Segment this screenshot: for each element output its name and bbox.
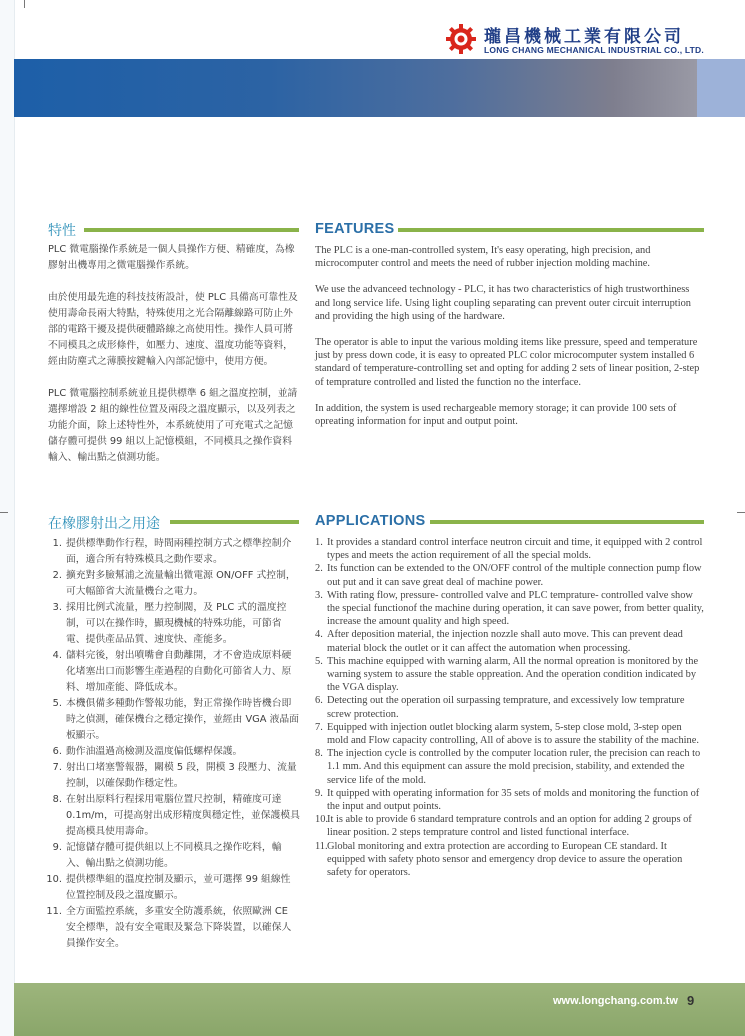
app-cn-item-text: 動作油溫過高檢測及溫度偏低螺桿保護。	[66, 746, 243, 757]
crop-mark	[737, 512, 745, 513]
app-en-item	[315, 628, 705, 654]
app-cn-item-text: 記憶儲存體可提供組以上不同模具之操作吃料，輸入、輸出點之偵測功能。	[66, 842, 282, 869]
app-cn-item	[40, 840, 300, 872]
app-cn-item	[40, 568, 300, 600]
app-en-item-number: 3.	[315, 589, 323, 601]
app-cn-item	[40, 536, 300, 568]
app-cn-item-number: 2.	[52, 570, 62, 581]
app-en-item-text: It provides a standard control interface neutron circuit and time, it equipped with 2 control types and meets the action requirement of all the special molds.	[327, 537, 703, 562]
app-cn-item-text: 提供標準動作行程，時間兩種控制方式之標準控制介面，適合所有特殊模具之動作要求。	[66, 538, 292, 565]
app-cn-item-number: 1.	[52, 538, 62, 549]
app-en-item-number: 10.	[315, 814, 328, 826]
app-en-item-number: 4.	[315, 629, 323, 641]
app-cn-item-number: 6.	[52, 746, 62, 757]
app-cn-item	[40, 872, 300, 904]
features-title-cn: 特性	[48, 223, 76, 239]
app-cn-item-text: 擴充對多臉幫浦之流量輸出微電源 ON/OFF 式控制，可大幅節省大流量機台之電力。	[66, 570, 296, 597]
app-en-item-text: After deposition material, the injection nozzle shall auto move. This can prevent dead material block the outlet or it can affect the automation when processing.	[327, 629, 683, 654]
gear-logo-icon	[446, 24, 476, 54]
app-en-item	[315, 536, 705, 562]
app-en-item-number: 9.	[315, 787, 323, 799]
company-name-cn: 瓏昌機械工業有限公司	[484, 27, 684, 47]
app-en-item	[315, 813, 705, 839]
app-en-item	[315, 694, 705, 720]
app-en-item-text: It is able to provide 6 standard temprature controls and an option for adding 2 groups of linear position. 2 steps temprature control and listed functional interface.	[327, 814, 692, 839]
footer-website-link[interactable]: www.longchang.com.tw	[553, 995, 678, 1007]
app-cn-item-text: 在射出原料行程採用電腦位置尺控制，精確度可達 0.1m/m，可提高射出成形精度與穩定性，並保護模具提高模具使用壽命。	[66, 794, 300, 837]
app-en-item	[315, 787, 705, 813]
app-en-item-number: 1.	[315, 537, 323, 548]
features-cn-paragraph: 由於使用最先進的科技技術設計，使 PLC 具備高可靠性及使用壽命長兩大特點，特殊使用之光合隔離線路可防止外部的電路干擾及提供硬體路線之高使用性。操作人員可將不同模具之成形條件，如壓力、速度、溫度功能等資料，經由防塵式之薄膜按鍵輸入內部記憶中，使用方便。	[48, 292, 298, 367]
app-en-item-number: 5.	[315, 655, 323, 667]
app-cn-item-number: 4.	[52, 650, 62, 661]
app-cn-item	[40, 792, 300, 840]
applications-en-list	[315, 536, 705, 879]
app-en-item-number: 11.	[315, 840, 328, 852]
app-en-item-number: 8.	[315, 748, 323, 760]
app-cn-item-text: 採用比例式流量，壓力控制閥，及 PLC 式的溫度控制，可以在操作時，顯現機械的特殊功能，可節省電、提供產品品質、速度快、產能多。	[66, 602, 287, 645]
app-en-item	[315, 562, 705, 588]
left-margin-strip	[0, 0, 15, 1036]
app-en-item	[315, 589, 705, 629]
crop-mark	[0, 512, 8, 513]
app-en-item-text: Equipped with injection outlet blocking alarm system, 5-step close mold, 3-step open mold and Flow capacity controlling, All of above is to assure the stability of the machine.	[327, 721, 699, 747]
crop-mark	[24, 0, 25, 8]
app-en-item-text: With rating flow, pressure- controlled valve and PLC temprature- controlled valve show the special functionof the machine during operation, it can save power, from better quality, increase the amount quality and high speed.	[327, 589, 704, 628]
app-en-item-text: Detecting out the operation oil surpassing temprature, and excessively low temprature screw protection.	[327, 695, 685, 720]
app-en-item-number: 2.	[315, 563, 323, 575]
features-en-paragraph: We use the advanceed technology - PLC, it has two characteristics of high trustworthiness and long service life. Using light coupling separating can prevent outer circuit interruption and providing the high using of the hardware.	[315, 284, 691, 322]
app-cn-item-text: 全方面監控系統，多重安全防護系統，依照歐洲 CE 安全標準，設有安全電眼及緊急下降裝置，以確保人員操作安全。	[66, 906, 292, 949]
app-en-item	[315, 721, 705, 747]
app-en-item-text: It quipped with operating information for 35 sets of molds and monitoring the function of the input and output points.	[327, 787, 700, 813]
app-cn-item-number: 7.	[52, 762, 62, 773]
app-en-item-text: Global monitoring and extra protection are according to European CE standard. It equipped with safety photo sensor and emergency drop device to assure the operation safety for operators.	[327, 840, 683, 879]
features-cn-paragraph: PLC 微電腦操作系統是一個人員操作方便、精確度，為橡膠射出機專用之微電腦操作系統。	[48, 244, 295, 271]
app-cn-item	[40, 648, 300, 696]
applications-rule-en	[430, 520, 704, 524]
app-cn-item-text: 提供標準組的溫度控制及顯示，並可選擇 99 組線性位置控制及段之溫度顯示。	[66, 874, 291, 901]
app-en-item-text: The injection cycle is controlled by the computer location ruler, the precision can reach to 1.1 mm. And this equipment can assure the mold precision, stability, and extended the service life of the mold.	[327, 748, 701, 786]
features-en-paragraph: The operator is able to input the various molding items like pressure, speed and temperature just by press down code, it is easy to opreated PLC color microcomputer system installed 6 standard of temperature-controlling set and opting for adding 2 sets of linear position, 2-step of temprature controlled and listed the function no the interface.	[315, 337, 700, 388]
app-en-item-text: Its function can be extended to the ON/OFF control of the multiple connection pump flow out put and it can save great deal of machine power.	[327, 563, 702, 588]
app-cn-item	[40, 696, 300, 744]
app-cn-item-number: 9.	[52, 842, 62, 853]
features-en-paragraph: In addition, the system is used rechargeable memory storage; it can provide 100 sets of opreating information for input and output point.	[315, 402, 677, 428]
features-cn-paragraph: PLC 微電腦控制系統並且提供標準 6 組之溫度控制，並請選擇增設 2 組的線性位置及兩段之溫度顯示，以及列表之功能介面，除上述特性外，本系統使用了可充電式之記憶儲存體可提供 99 組以上記憶模組，不同模具之操作資料輸入、輸出點之偵測功能。	[48, 388, 298, 463]
features-en-body	[315, 244, 705, 441]
features-en-paragraph: The PLC is a one-man-controlled system, It's easy operating, high precision, and microcomputer control and meets the need of rubber injection molding machine.	[315, 245, 651, 270]
applications-title-cn: 在橡膠射出之用途	[48, 516, 160, 532]
app-cn-item	[40, 744, 300, 760]
app-cn-item	[40, 760, 300, 792]
header-banner	[14, 59, 744, 117]
app-cn-item	[40, 600, 300, 648]
app-en-item	[315, 840, 705, 880]
footer-bar	[14, 983, 745, 1036]
company-name-en: LONG CHANG MECHANICAL INDUSTRIAL CO., LTD.	[484, 45, 704, 55]
features-rule-cn	[84, 228, 299, 232]
app-cn-item-number: 11.	[46, 906, 62, 917]
app-en-item-text: This machine equipped with warning alarm, All the normal opreation is monitored by the warning system to assure the stable oppreation. And the operation condition indicated by the VGA display.	[327, 655, 699, 694]
app-cn-item-number: 8.	[52, 794, 62, 805]
header-banner-accent	[697, 59, 745, 117]
page-number: 9	[687, 993, 695, 1008]
app-en-item	[315, 747, 705, 787]
app-en-item-number: 6.	[315, 695, 323, 707]
app-cn-item-text: 儲料完後，射出噴嘴會自動離開，才不會造成原料硬化堵塞出口而影響生產過程的自動化可節省人力、原料、增加產能、降低成本。	[66, 650, 292, 693]
applications-cn-list	[40, 536, 300, 952]
applications-rule-cn	[170, 520, 299, 524]
app-cn-item-number: 5.	[52, 698, 62, 709]
app-cn-item	[40, 904, 300, 952]
app-en-item-number: 7.	[315, 721, 323, 733]
app-cn-item-number: 10.	[46, 874, 62, 885]
applications-title-en: APPLICATIONS	[315, 513, 426, 529]
features-rule-en	[398, 228, 704, 232]
app-en-item	[315, 655, 705, 695]
features-cn-body	[48, 242, 300, 482]
features-title-en: FEATURES	[315, 221, 395, 237]
app-cn-item-text: 本機俱備多種動作警報功能，對正常操作時皆機台即時之偵測，確保機台之穩定操作，並經由 VGA 液晶面板顯示。	[66, 698, 299, 741]
app-cn-item-number: 3.	[52, 602, 62, 613]
app-cn-item-text: 射出口堵塞警報器，關模 5 段，開模 3 段壓力、流量控制，以確保動作穩定性。	[66, 762, 297, 789]
